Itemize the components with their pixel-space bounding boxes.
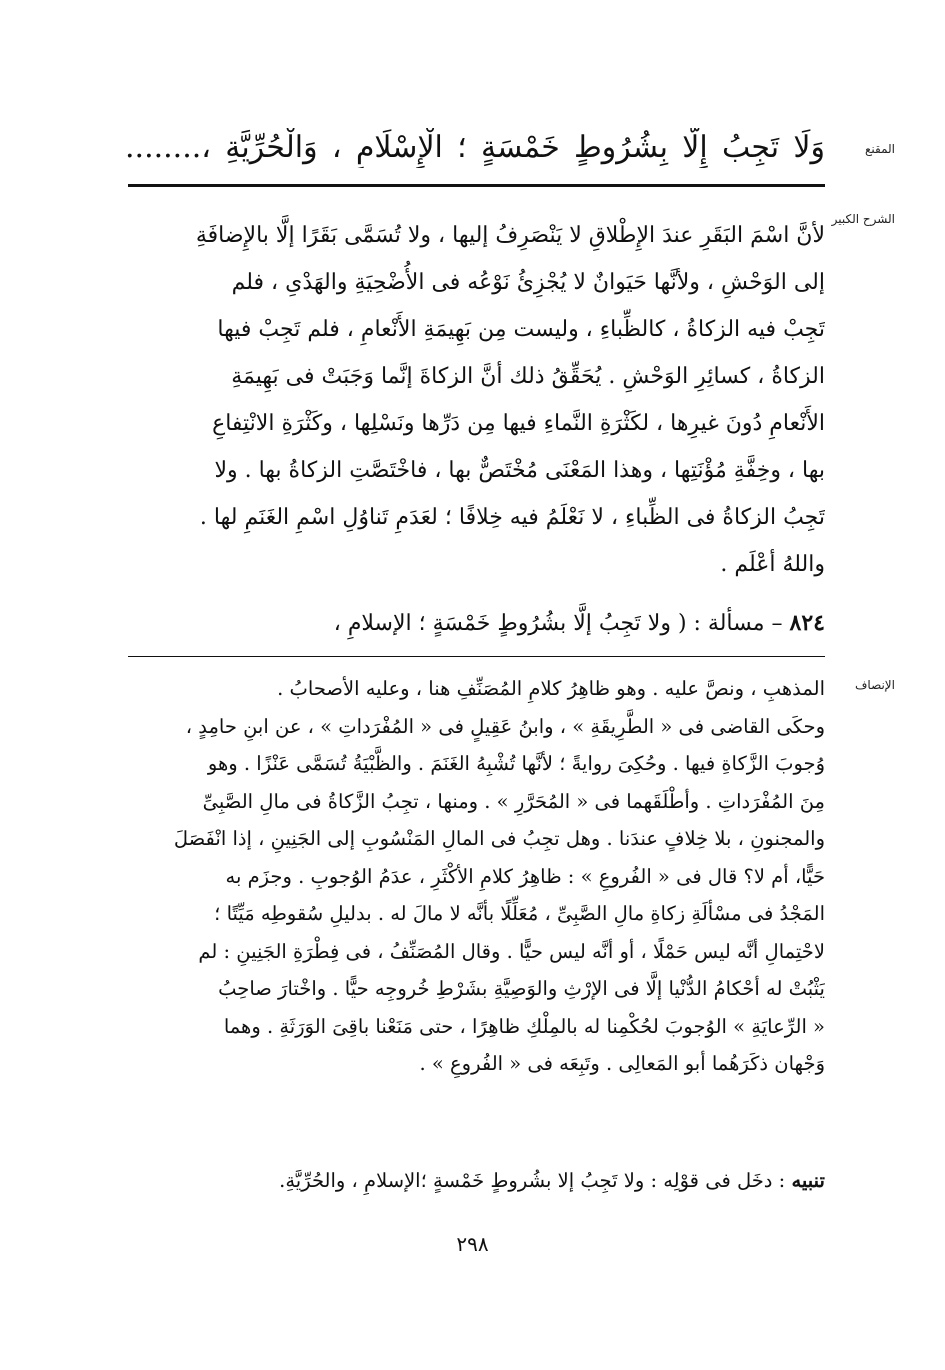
masala-number: ٨٢٤: [789, 610, 825, 636]
label-muqni: المقنع: [864, 142, 895, 156]
section-divider-thick: [128, 184, 825, 187]
sharh-line: لأنَّ اسْمَ البَقَرِ عندَ الإِطْلاقِ لا يَنْصَرِفُ إليها ، ولا تُسَمَّى بَقَرًا إلَّا بالإِضافَةِ: [195, 223, 825, 248]
tanbih-line: [125, 1162, 825, 1200]
insaf-line: وحكَى القاضى فى « الطَّرِيقَةِ » ، وابنُ عَقِيلٍ فى « المُفْرَداتِ » ، عن ابنِ حامِدٍ ،: [185, 714, 825, 738]
sharh-line: واللهُ أعْلَم .: [720, 552, 825, 577]
tanbih-text: : دخَل فى قوْلِه : ولا تَجِبُ إلا بشُروطٍ خَمْسةٍ ؛الإسلامِ ، والحُرِّيَّةِ.: [279, 1169, 786, 1192]
insaf-text: [125, 670, 825, 1083]
insaf-line: وَجْهان ذكَرَهُما أبو المَعالِى . وتَبِعَه فى « الفُروعِ » .: [419, 1052, 825, 1075]
sharh-line: الأَنْعامِ دُونَ غيرِها ، لكَثْرَةِ النَّماءِ فيها مِن دَرِّها ونَسْلِها ، وكَثْرَةِ الانْتِفاعِ: [212, 411, 825, 436]
insaf-line: مِنَ المُفْرَداتِ . وأطْلَقَهما فى « المُحَرَّرِ » . ومنها ، تجِبُ الزَّكاةُ فى مالِ الصَّبِىِّ: [202, 789, 825, 813]
insaf-line: وُجوبَ الزَّكاةِ فيها . وحُكِىَ روايةً ؛ لأنَّها تُشْبِهُ الغَنَمَ . والظَّبْيَةُ تُسَمَّى عَنْزًا . وهو: [207, 752, 825, 775]
insaf-line: حَيًّا، أم لا؟ قال فى « الفُروعِ » : ظاهِرُ كلامِ الأكْثَرِ ، عدَمُ الوُجوبِ . وجزَم به: [225, 864, 825, 888]
insaf-line: « الرِّعايَةِ » الوُجوبَ لحُكْمِنا له بالمِلْكِ ظاهِرًا ، حتى مَنَعْنا باقِىَ الوَرَثَةِ . وهما: [223, 1014, 825, 1038]
tanbih-heading: تنبيه: [791, 1169, 825, 1192]
sharh-line: بها ، وخِفَّةِ مُؤْنَتِها ، وهذا المَعْنَى مُخْتَصٌّ بها ، فاخْتَصَّتِ الزكاةُ بها . ولا: [214, 458, 825, 483]
sharh-text: [125, 212, 825, 588]
insaf-line: المذهبِ ، ونصَّ عليه . وهو ظاهِرُ كلامِ المُصَنِّفِ هنا ، وعليه الأصحابُ .: [277, 677, 825, 700]
sharh-line: الزكاةُ ، كسائِرِ الوَحْشِ . يُحَقِّقُ ذلك أنَّ الزكاةَ إنَّما وَجَبَتْ فى بَهِيمَةِ: [231, 364, 825, 389]
muqni-text: [125, 128, 825, 168]
insaf-line: المَجْدُ فى مسْألَةِ زكاةِ مالِ الصَّبِىِّ ، مُعَلِّلًا بأنَّه لا مالَ له . بدليلِ سُقوطِه مَيِّتًا ؛: [214, 902, 825, 925]
sharh-line: تَجِبْ فيه الزكاةُ ، كالظِّباءِ ، وليست مِن بَهِيمَةِ الأَنْعامِ ، فلم تَجِبْ فيها: [217, 317, 825, 342]
insaf-line: لاحْتِمالِ أنَّه ليس حَمْلًا ، أو أنَّه ليس حيًّا . وقال المُصَنِّفُ ، فى فِطْرَةِ الجَنِينِ : لم: [198, 939, 825, 963]
muqni-line: وَلَا تَجِبُ إِلَّا بِشُرُوطٍ خَمْسَةٍ ؛ الْإِسْلَامِ ، وَالْحُرِّيَّةِ ،........: [125, 130, 825, 165]
masala-line: [125, 600, 825, 647]
label-insaf: الإنصاف: [854, 678, 895, 692]
section-divider-thin: [128, 656, 825, 657]
sharh-line: تَجِبُ الزكاةُ فى الظِّباءِ ، لا نَعْلَمُ فيه خِلافًا ؛ لعَدَمِ تَناوُلِ اسْمِ الغَنَمِ لها .: [199, 505, 825, 530]
page-number: ٢٩٨: [456, 1232, 489, 1256]
label-sharh: الشرح الكبير: [831, 212, 895, 226]
insaf-line: يَثْبُتْ له أحْكامُ الدُّنْيا إلَّا فى الإرْثِ والوَصِيَّةِ بشَرْطِ خُروجِه حيًّا . واخْتارَ صاحِبُ: [218, 977, 825, 1000]
masala-text: – مسألة : ( ولا تَجِبُ إلَّا بشُرُوطٍ خَمْسَةٍ ؛ الإسلامِ ،: [333, 611, 783, 636]
insaf-line: والمجنونِ ، بلا خِلافٍ عندَنا . وهل تجِبُ فى المالِ المَنْسُوبِ إلى الجَنِينِ ، إذا انْفَصَلَ: [173, 827, 825, 850]
sharh-line: إلى الوَحْشِ ، ولأنَّها حَيَوانٌ لا يُجْزِئُ نَوْعُه فى الأُضْحِيَةِ والهَدْىِ ، فلم: [231, 270, 825, 295]
